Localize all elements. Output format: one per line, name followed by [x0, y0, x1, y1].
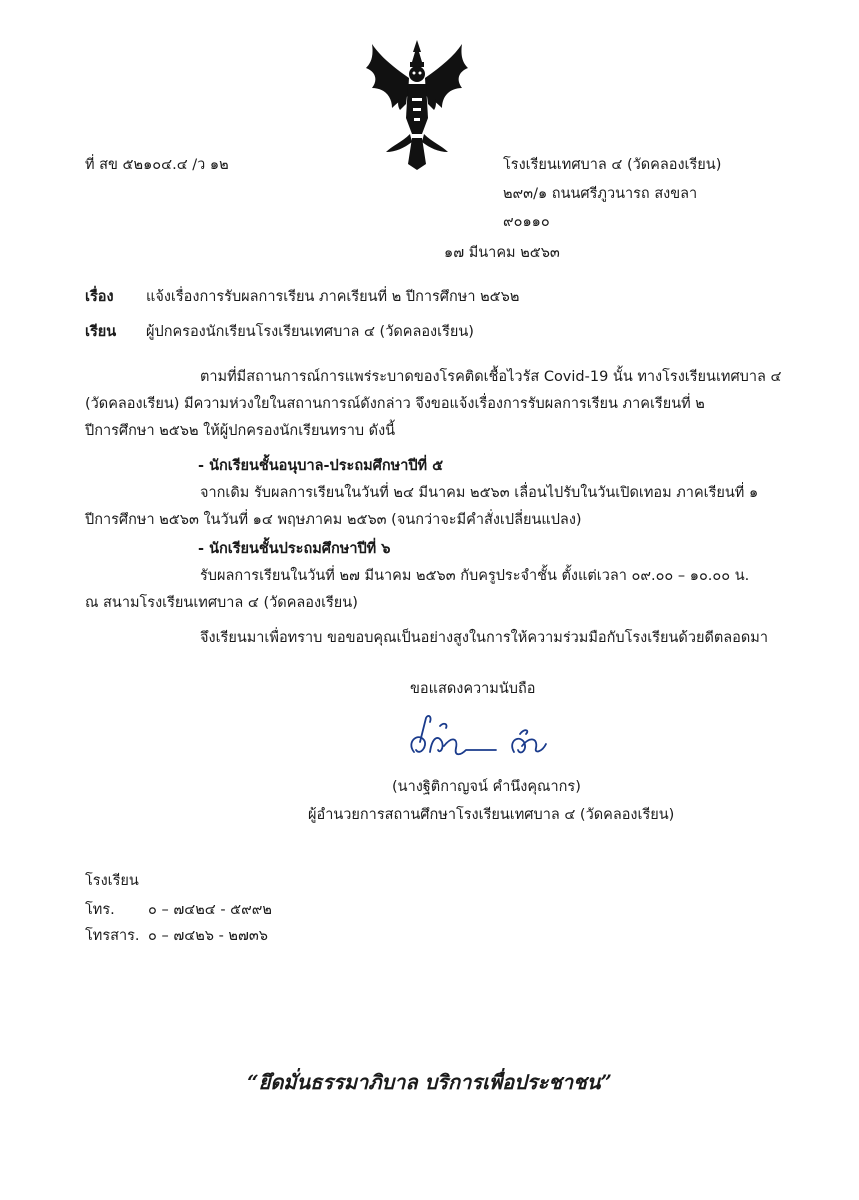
section2-line-1: รับผลการเรียนในวันที่ ๒๗ มีนาคม ๒๕๖๓ กับครูประจำชั้น ตั้งแต่เวลา ๐๙.๐๐ – ๑๐.๐๐ น.	[200, 568, 750, 584]
fax-label: โทรสาร.	[85, 928, 140, 944]
section1-heading: - นักเรียนชั้นอนุบาล-ประถมศึกษาปีที่ ๕	[198, 458, 444, 474]
section1-line-2: ปีการศึกษา ๒๕๖๓ ในวันที่ ๑๔ พฤษภาคม ๒๕๖๓ (จนกว่าจะมีคำสั่งเปลี่ยนแปลง)	[85, 512, 582, 528]
salutation: ขอแสดงความนับถือ	[410, 681, 536, 697]
intro-line-3: ปีการศึกษา ๒๕๖๒ ให้ผู้ปกครองนักเรียนทราบ ดังนี้	[85, 423, 396, 439]
subject-text: แจ้งเรื่องการรับผลการเรียน ภาคเรียนที่ ๒ ปีการศึกษา ๒๕๖๒	[146, 289, 520, 305]
intro-line-2: (วัดคลองเรียน) มีความห่วงใยในสถานการณ์ดังกล่าว จึงขอแจ้งเรื่องการรับผลการเรียน ภาคเรียนที่ ๒	[85, 396, 705, 412]
subject-label: เรื่อง	[85, 289, 114, 305]
handwritten-signature-icon	[396, 712, 556, 768]
section2-heading: - นักเรียนชั้นประถมศึกษาปีที่ ๖	[198, 541, 391, 557]
contact-org: โรงเรียน	[85, 873, 139, 889]
letter-date: ๑๗ มีนาคม ๒๕๖๓	[444, 245, 560, 261]
section1-line-1: จากเดิม รับผลการเรียนในวันที่ ๒๔ มีนาคม ๒๕๖๓ เลื่อนไปรับในวันเปิดเทอม ภาคเรียนที่ ๑	[200, 485, 759, 501]
signer-title: ผู้อำนวยการสถานศึกษาโรงเรียนเทศบาล ๔ (วัดคลองเรียน)	[308, 807, 675, 823]
motto: “ยึดมั่นธรรมาภิบาล บริการเพื่อประชาชน”	[247, 1070, 612, 1094]
phone-label: โทร.	[85, 902, 115, 918]
document-number: ที่ สข ๕๒๑๐๔.๔ /ว ๑๒	[85, 157, 229, 173]
sender-address: ๒๙๓/๑ ถนนศรีภูวนารถ สงขลา	[503, 186, 698, 202]
sender-postcode: ๙๐๑๑๐	[503, 214, 550, 230]
recipient-label: เรียน	[85, 324, 117, 340]
phone-number: ๐ – ๗๔๒๔ - ๕๙๙๒	[148, 902, 272, 918]
fax-number: ๐ – ๗๔๒๖ - ๒๗๓๖	[148, 928, 268, 944]
garuda-emblem-icon	[362, 38, 472, 170]
recipient-text: ผู้ปกครองนักเรียนโรงเรียนเทศบาล ๔ (วัดคลองเรียน)	[146, 324, 474, 340]
section2-line-2: ณ สนามโรงเรียนเทศบาล ๔ (วัดคลองเรียน)	[85, 595, 358, 611]
closing-line: จึงเรียนมาเพื่อทราบ ขอขอบคุณเป็นอย่างสูงในการให้ความร่วมมือกับโรงเรียนด้วยดีตลอดมา	[200, 630, 769, 646]
signer-name: (นางฐิติกาญจน์ คำนึงคุณากร)	[392, 779, 581, 795]
intro-line-1: ตามที่มีสถานการณ์การแพร่ระบาดของโรคติดเชื้อไวรัส Covid-19 นั้น ทางโรงเรียนเทศบาล ๔	[200, 369, 782, 385]
sender-name: โรงเรียนเทศบาล ๔ (วัดคลองเรียน)	[503, 157, 722, 173]
